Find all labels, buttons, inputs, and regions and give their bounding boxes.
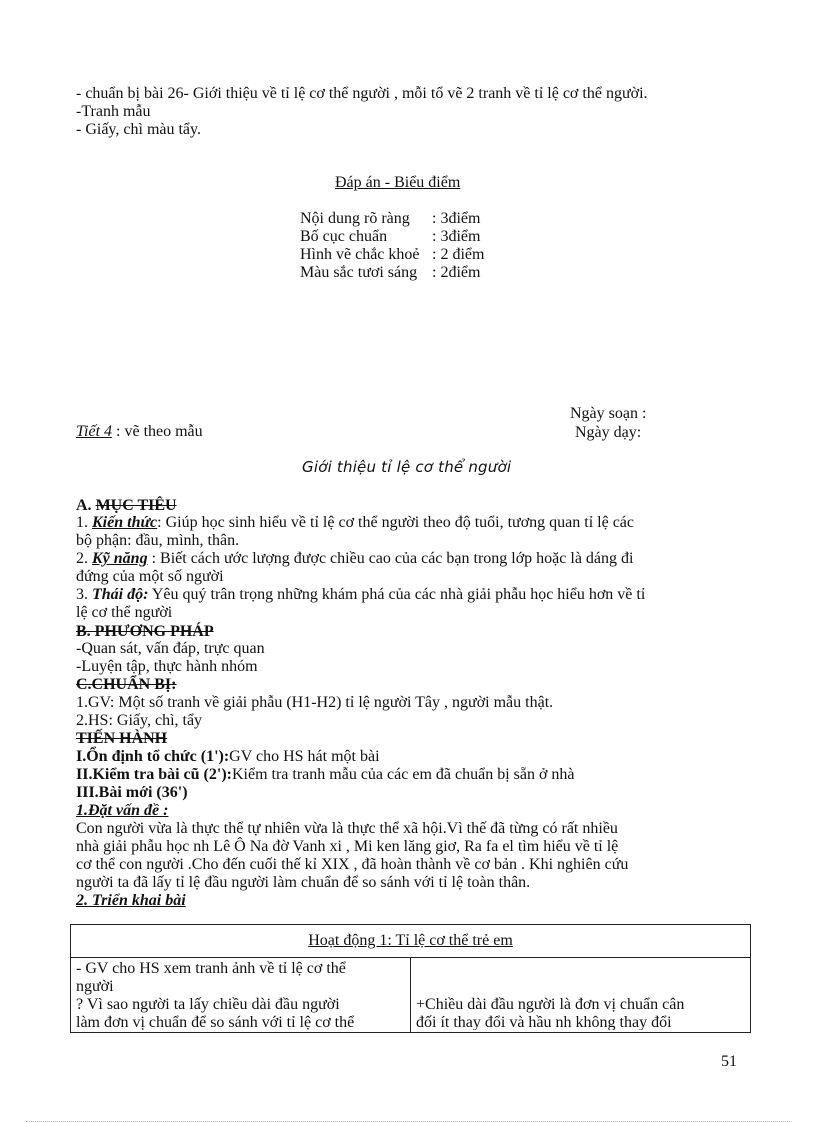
heading-prefix: A. (76, 497, 96, 514)
teacher-activity-cell (71, 958, 411, 1033)
score-value: : 3điểm (432, 228, 481, 245)
step-label: I.Ổn định tổ chức (1'): (76, 748, 230, 765)
skill-line (76, 550, 633, 568)
date-teach: Ngày dạy: (575, 424, 642, 441)
step-2 (76, 766, 575, 784)
attitude-line (76, 586, 645, 604)
paragraph-line: người ta đã lấy tỉ lệ đầu người làm chuẩn để so sánh với tỉ lệ toàn thân. (76, 874, 531, 891)
step-text: GV cho HS hát một bài (229, 748, 380, 765)
lesson-title: Giới thiệu tỉ lệ cơ thể người (302, 458, 512, 476)
skill-text: : Biết cách ước lượng được chiều cao của các bạn trong lớp hoặc là dáng đi (147, 550, 634, 567)
attitude-label: Thái độ: (92, 586, 149, 603)
skill-line-2: đứng của một số người (76, 568, 224, 585)
paragraph-line: Con người vừa là thực thể tự nhiên vừa là thực thể xã hội.Vì thế đã từng có rất nhiều (76, 820, 618, 837)
prep-line-1: - chuẩn bị bài 26- Giới thiệu về tỉ lệ cơ thể người , mỗi tổ vẽ 2 tranh về tỉ lệ cơ thể người. (76, 85, 648, 102)
cell-line: ? Vì sao người ta lấy chiều dài đầu người (76, 996, 340, 1013)
step-text: Kiểm tra tranh mẫu của các em đã chuẩn bị sẵn ở nhà (231, 766, 575, 783)
cell-line: người (76, 978, 114, 995)
heading-text: MỤC TIÊU (95, 497, 177, 514)
score-value: : 2 điểm (432, 246, 485, 263)
methods-heading: B. PHƯƠNG PHÁP (76, 623, 214, 640)
paragraph-line: nhà giải phẫu học nh Lê Ô Na đờ Vanh xi , Mi ken lăng giơ, Ra fa el tìm hiểu về tỉ lệ (76, 838, 619, 855)
step-3: III.Bài mới (36') (76, 784, 188, 801)
item-number: 1. (76, 514, 92, 531)
activity-table (70, 924, 751, 1033)
page-bottom-divider (26, 1121, 790, 1122)
method-item: -Quan sát, vấn đáp, trực quan (76, 640, 265, 657)
attitude-text: Yêu quý trân trọng những khám phá của các nhà giải phẫu học hiểu hơn về tỉ (148, 586, 646, 603)
paragraph-line: cơ thể con người .Cho đến cuối thế kỉ XIX , đã hoàn thành về cơ bản . Khi nghiên cứu (76, 856, 629, 873)
answer-title: Đáp án - Biểu điểm (335, 174, 461, 191)
cell-line: - GV cho HS xem tranh ảnh về tỉ lệ cơ thể (76, 960, 346, 977)
cell-line: đối ít thay đổi và hầu nh không thay đổi (416, 1014, 672, 1030)
prep-line-3: - Giấy, chì màu tẩy. (76, 121, 201, 138)
item-number: 3. (76, 586, 92, 603)
period-line (76, 423, 203, 441)
subject-label: : vẽ theo mẫu (112, 423, 203, 440)
attitude-line-2: lệ cơ thể người (76, 604, 173, 621)
period-label: Tiết 4 (76, 423, 113, 440)
student-activity-cell (411, 958, 751, 1033)
preparation-heading: C.CHUẨN BỊ: (76, 676, 177, 693)
score-row (300, 246, 484, 264)
date-prepare: Ngày soạn : (570, 405, 647, 422)
step-1 (76, 748, 380, 766)
page-number: 51 (721, 1053, 737, 1070)
score-value: : 2điểm (432, 264, 481, 281)
activity-title: Hoạt động 1: Tỉ lệ cơ thể trẻ em (71, 925, 751, 958)
score-row (300, 228, 480, 246)
score-label: Hình vẽ chắc khoẻ (300, 246, 420, 263)
score-value: : 3điểm (432, 210, 481, 227)
knowledge-label: Kiến thức (92, 514, 158, 531)
knowledge-line (76, 514, 634, 532)
procedure-heading: TIẾN HÀNH (76, 730, 168, 747)
knowledge-line-2: bộ phận: đầu, mình, thân. (76, 532, 240, 549)
score-row (300, 210, 480, 228)
prep-line-2: -Tranh mẫu (76, 103, 151, 120)
cell-line: +Chiều dài đầu người là đơn vị chuẩn cân (416, 996, 685, 1013)
objectives-heading (76, 497, 177, 515)
teacher-prep: 1.GV: Một số tranh về giải phẫu (H1-H2) tỉ lệ người Tây , người mẫu thật. (76, 694, 554, 711)
student-prep: 2.HS: Giấy, chì, tẩy (76, 712, 203, 729)
score-row (300, 264, 480, 282)
score-label: Nội dung rõ ràng (300, 210, 410, 227)
score-label: Màu sắc tươi sáng (300, 264, 418, 281)
knowledge-text: : Giúp học sinh hiểu về tỉ lệ cơ thể người theo độ tuổi, tương quan tỉ lệ các (157, 514, 635, 531)
item-number: 2. (76, 550, 92, 567)
method-item: -Luyện tập, thực hành nhóm (76, 658, 258, 675)
subsection-lesson: 2. Triển khai bài (76, 892, 186, 909)
skill-label: Kỹ năng (92, 550, 148, 567)
score-label: Bố cục chuẩn (300, 228, 388, 245)
step-label: II.Kiểm tra bài cũ (2'): (76, 766, 232, 783)
cell-line: làm đơn vị chuẩn để so sánh với tỉ lệ cơ thể (76, 1014, 355, 1030)
subsection-problem: 1.Đặt vấn đề : (76, 802, 169, 819)
